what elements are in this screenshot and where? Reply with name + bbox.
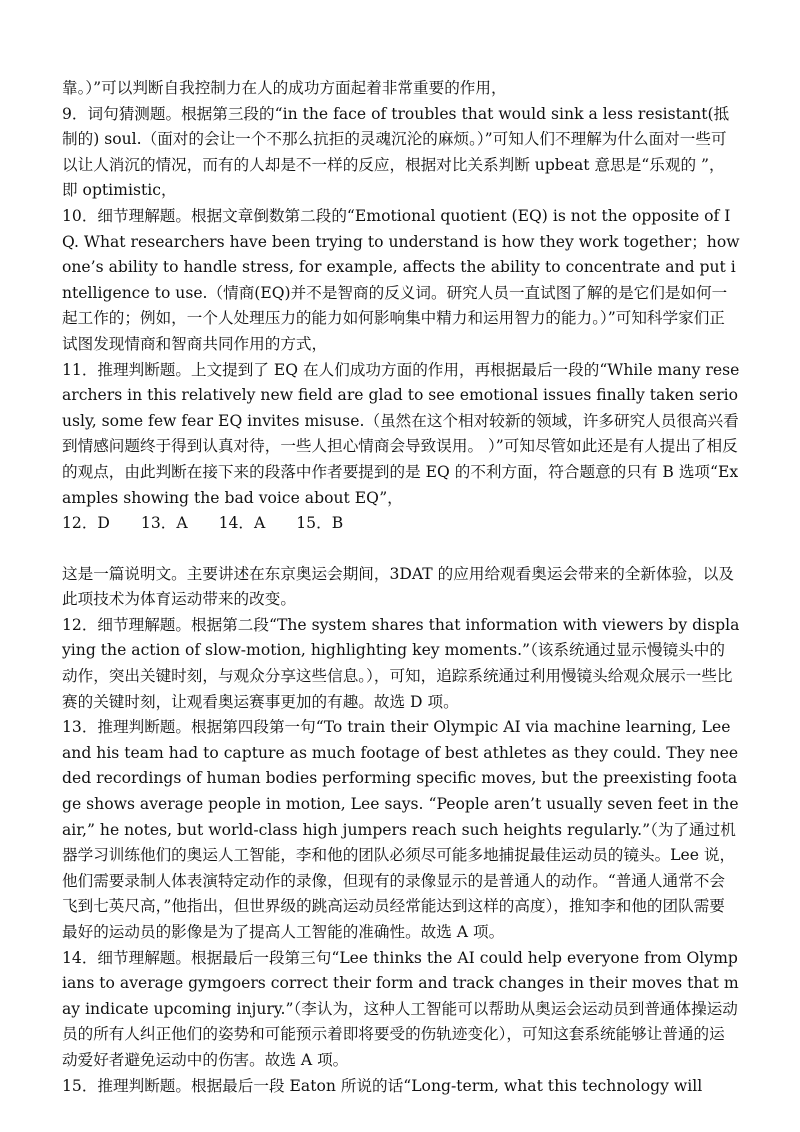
explanation-9: 9．词句猜测题。根据第三段的“in the face of troubles that would sink a less resistant(抵制的) soul.（面对的会让一个不那么抗拒的灵魂沉沦的麻烦。）”可知人们不理解为什么面对一些可以让人消沉的情况，而有的人却是不一样的反应，根据对比关系判断 upbeat 意思是“乐观的 ”，即 optimistic，: [62, 104, 730, 200]
answer-12: 12．D: [62, 514, 110, 533]
answer-key: [62, 511, 740, 537]
section-gap: [62, 537, 740, 562]
passage-a-explanations: [62, 76, 740, 537]
explanation-8-tail: 靠。）”可以判断自我控制力在人的成功方面起着非常重要的作用，: [62, 79, 507, 97]
answer-14: 14．A: [218, 514, 266, 533]
passage-summary: 这是一篇说明文。主要讲述在东京奥运会期间，3DAT 的应用给观看奥运会带来的全新体验，以及此项技术为体育运动带来的改变。: [62, 564, 734, 609]
explanation-12: 12．细节理解题。根据第二段“The system shares that information with viewers by displaying the action of slow-motion, highlighting key moments.”（该系统通过显示慢镜头中的动作，突出关键时刻，与观众分享这些信息。），可知，追踪系统通过利用慢镜头给观众展示一些比赛的关键时刻，让观看奥运赛事更加的有趣。故选 D 项。: [62, 615, 740, 711]
answer-15: 15．B: [296, 514, 344, 533]
explanation-13: 13．推理判断题。根据第四段第一句“To train their Olympic AI via machine learning, Lee and his team had to capture as much footage of best athletes as they could. They needed recordings of human bodies performing specific moves, but the preexisting footage shows average people in motion, Lee says. “People aren’t usually seven feet in the air,” he notes, but world-class high jumpers reach such heights regularly.”（为了通过机器学习训练他们的奥运人工智能，李和他的团队必须尽可能多地捕捉最佳运动员的镜头。Lee 说，他们需要录制人体表演特定动作的录像，但现有的录像显示的是普通人的动作。“普通人通常不会飞到七英尺高，”他指出，但世界级的跳高运动员经常能达到这样的高度），推知李和他的团队需要最好的运动员的影像是为了提高人工智能的准确性。故选 A 项。: [62, 718, 739, 941]
explanation-10: 10．细节理解题。根据文章倒数第二段的“Emotional quotient (EQ) is not the opposite of IQ. What researchers have been trying to understand is how they work together；how one’s ability to handle stress, for example, affects the ability to concentrate and put intelligence to use.（情商(EQ)并不是智商的反义词。研究人员一直试图了解的是它们是如何一起工作的；例如，一个人处理压力的能力如何影响集中精力和运用智力的能力。）”可知科学家们正试图发现情商和智商共同作用的方式，: [62, 206, 740, 353]
explanation-15: 15．推理判断题。根据最后一段 Eaton 所说的话“Long-term, what this technology will: [62, 1076, 703, 1095]
explanation-14: 14．细节理解题。根据最后一段第三句“Lee thinks the AI could help everyone from Olympians to average gymgoers correct their form and track changes in their moves that may indicate upcoming injury.”（李认为，这种人工智能可以帮助从奥运会运动员到普通体操运动员的所有人纠正他们的姿势和可能预示着即将要受的伤轨迹变化），可知这套系统能够让普通的运动爱好者避免运动中的伤害。故选 A 项。: [62, 948, 739, 1069]
passage-b-explanations: [62, 562, 740, 1099]
answer-13: 13．A: [140, 514, 188, 533]
explanation-11: 11．推理判断题。上文提到了 EQ 在人们成功方面的作用，再根据最后一段的“While many researchers in this relatively new field are glad to see emotional issues finally taken seriously, some few fear EQ invites misuse.（虽然在这个相对较新的领域，许多研究人员很高兴看到情感问题终于得到认真对待，一些人担心情商会导致误用。 ）”可知尽管如此还是有人提出了相反的观点，由此判断在接下来的段落中作者要提到的是 EQ 的不利方面，符合题意的只有 B 选项“Examples showing the bad voice about EQ”，: [62, 360, 740, 507]
